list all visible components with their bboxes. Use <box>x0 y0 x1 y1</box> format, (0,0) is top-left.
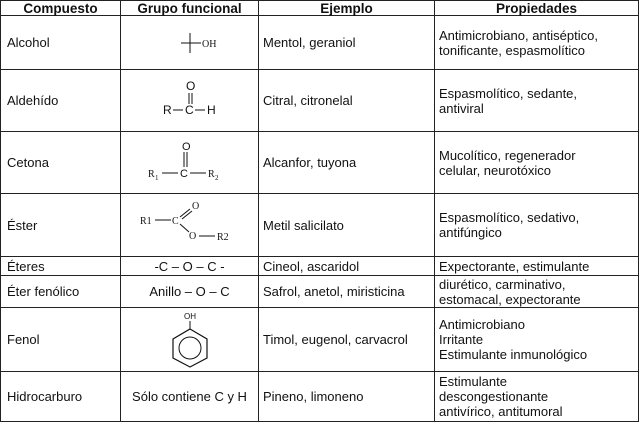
table-row <box>1 372 639 422</box>
propiedades-cell <box>435 308 639 372</box>
propiedad-line: Irritante <box>439 332 484 347</box>
ejemplo-cell: Pineno, limoneno <box>259 372 435 422</box>
propiedad-line: antifúngico <box>439 225 502 240</box>
r-label: R <box>162 102 172 117</box>
compuesto-cell: Fenol <box>1 308 121 372</box>
ejemplo-cell <box>259 308 435 372</box>
ejemplo-cell: Alcanfor, tuyona <box>259 132 435 194</box>
compuesto-cell: Éteres <box>1 257 121 276</box>
compuesto-cell: Cetona <box>1 132 121 194</box>
carbon-label: C <box>171 216 179 227</box>
ejemplo-cell: Metil salicilato <box>259 194 435 257</box>
oxygen-label: O <box>188 231 196 242</box>
propiedad-line: antiviral <box>439 100 484 116</box>
r1-label: R1 <box>139 216 152 227</box>
propiedad-line: celular, neurotóxico <box>439 162 552 178</box>
ejemplo-cell: Mentol, geraniol <box>259 16 435 70</box>
header-compuesto: Compuesto <box>1 1 121 16</box>
table-row <box>1 308 639 372</box>
table-row <box>1 16 639 70</box>
propiedades-cell <box>435 16 639 70</box>
propiedades-cell <box>435 276 639 308</box>
grupo-cell <box>121 16 259 70</box>
propiedades-cell <box>435 132 639 194</box>
propiedad-line: Expectorante, estimulante <box>439 258 590 274</box>
compuesto-cell: Éster <box>1 194 121 257</box>
propiedad-line: Antimicrobiano <box>439 317 525 332</box>
aldehyde-structure-icon <box>145 77 235 125</box>
grupo-cell <box>121 194 259 257</box>
propiedad-line: Antimicrobiano, antiséptico, <box>439 27 598 43</box>
ejemplo-cell: Safrol, anetol, miristicina <box>259 276 435 308</box>
propiedad-line: tonificante, espasmolítico <box>439 42 585 58</box>
oxygen-label: O <box>185 78 195 93</box>
propiedades-cell <box>435 70 639 132</box>
r1-subscript: 1 <box>154 173 158 182</box>
compuesto-cell: Hidrocarburo <box>1 372 121 422</box>
compuesto-cell: Éter fenólico <box>1 276 121 308</box>
r1-label: R <box>147 168 155 180</box>
oh-label: OH <box>201 38 216 50</box>
propiedad-line: Espasmolítico, sedativo, <box>439 210 580 225</box>
header-propiedades: Propiedades <box>435 1 639 16</box>
header-row <box>1 1 639 16</box>
propiedad-line: estomacal, expectorante <box>439 291 581 307</box>
header-grupo-funcional: Grupo funcional <box>121 1 259 16</box>
compuesto-cell: Alcohol <box>1 16 121 70</box>
ejemplo-cell: Citral, citronelal <box>259 70 435 132</box>
grupo-cell <box>121 132 259 194</box>
grupo-cell: Sólo contiene C y H <box>121 372 259 422</box>
propiedad-line: Mucolítico, regenerador <box>439 147 576 163</box>
oxygen-label: O <box>181 140 191 153</box>
hydrogen-label: H <box>206 102 216 117</box>
compuesto-cell: Aldehído <box>1 70 121 132</box>
phenol-ring-icon <box>160 311 220 369</box>
ejemplo-cell: Cineol, ascaridol <box>259 257 435 276</box>
propiedad-line: Estimulante <box>439 374 507 389</box>
header-ejemplo: Ejemplo <box>259 1 435 16</box>
ketone-structure-icon <box>140 139 240 187</box>
alcohol-structure-icon <box>145 23 235 63</box>
r2-subscript: 2 <box>214 173 218 182</box>
carbon-label: C <box>184 102 194 117</box>
r2-label: R2 <box>216 232 229 243</box>
carbon-label: C <box>179 167 188 180</box>
r2-label: R <box>207 168 215 180</box>
table-row <box>1 132 639 194</box>
propiedad-line: descongestionante <box>439 389 549 404</box>
oxygen-double-label: O <box>191 201 199 212</box>
propiedades-cell <box>435 194 639 257</box>
ejemplo-text: Timol, eugenol, carvacrol <box>263 332 408 347</box>
propiedad-line: Estimulante inmunológico <box>439 347 588 362</box>
table-row <box>1 257 639 276</box>
propiedades-cell <box>435 257 639 276</box>
table-row <box>1 194 639 257</box>
propiedades-cell <box>435 372 639 422</box>
propiedad-line: antivírico, antitumoral <box>439 404 563 419</box>
table-row <box>1 70 639 132</box>
ester-structure-icon <box>135 200 245 250</box>
table-row <box>1 276 639 308</box>
grupo-cell: Anillo – O – C <box>121 276 259 308</box>
oh-label: OH <box>183 311 196 321</box>
grupo-cell: -C – O – C - <box>121 257 259 276</box>
propiedad-line: Espasmolítico, sedante, <box>439 85 578 101</box>
propiedad-line: diurético, carminativo, <box>439 276 566 292</box>
grupo-cell <box>121 70 259 132</box>
grupo-cell <box>121 308 259 372</box>
